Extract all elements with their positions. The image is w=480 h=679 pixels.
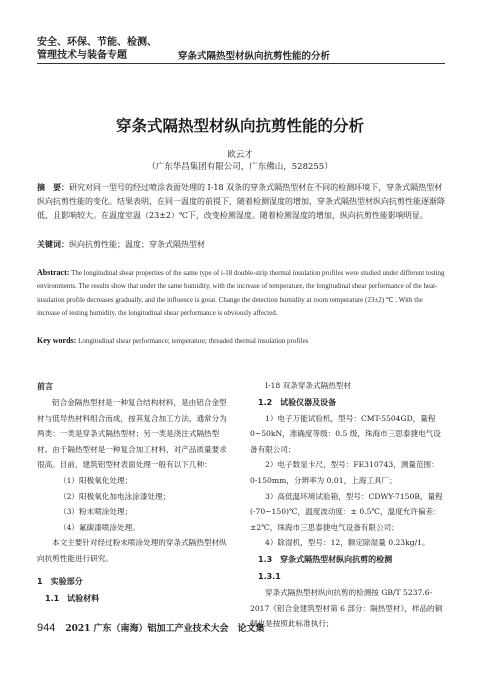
preface-paragraph-1: 铝合金隔热型材是一种复合结构材料，是由铝合金型材与低导热材料组合而成，按其复合加工方法，通常分为两类：一类是穿条式隔热型材；另一类是浇注式隔热型材。由于隔热型材是一种复合加工材料，对产品质量要求很高。目前，建筑铝型材表面处理一般有以下几种： [37, 398, 227, 470]
equipment-item: 3）高低温环境试验箱，型号：CDWY-7150B，量程(-70~150)℃，温度波动度：± 0.5℃，温度允许偏差：±2℃，珠海市三思泰捷电气设备有限公司； [250, 491, 443, 532]
paper-title: 穿条式隔热型材纵向抗剪性能的分析 [115, 116, 364, 135]
keywords-cn-label: 关键词： [37, 239, 69, 249]
section-1-heading: 1 实验部分 [37, 576, 83, 586]
list-item: （4）氟碳漆喷涂处理。 [59, 522, 140, 532]
section-1-3-heading: 1.3 穿条式隔热型材纵向抗剪的检测 [258, 554, 393, 564]
abstract-cn-text: 研究对同一型号的经过喷涂表面处理的 I-18 双条的穿条式隔热型材在不同的检测环境下，穿条式隔热型材纵向抗剪性能的变化。结果表明，在同一温度的前提下，随着检测湿度的增加，穿条式隔热型材纵向抗剪性能逐渐降低，且影响较大。在温度室温（23±2）℃下，改变检测湿度。随着检测湿度的增加，纵向抗剪性能影响明显。 [37, 183, 445, 220]
page-number: 944 [37, 622, 56, 634]
equipment-item: 2）电子数显卡尺，型号：FE310743，测量范围：0-150mm，分辨率为 0.01，上海工具厂； [250, 460, 439, 485]
affiliation: （广东华昌集团有限公司，广东佛山，528255） [147, 162, 333, 172]
abstract-cn [37, 180, 445, 223]
header-label-line2: 管理技术与装备专题 [37, 50, 127, 61]
running-title: 穿条式隔热型材纵向抗剪性能的分析 [178, 51, 331, 62]
left-column [37, 378, 232, 607]
author: 欧云才 [227, 150, 253, 160]
list-item: （3）粉末喷涂处理； [59, 507, 133, 517]
header-section-label [37, 36, 157, 62]
section-1-3-1-paragraph: 穿条式隔热型材纵向抗剪的检测按 GB/T 5237.6-2017《铝合金建筑型材第 6 部分：隔热型材》，样品的铜制也是按照此标准执行； [250, 587, 443, 629]
keywords-cn [37, 237, 445, 252]
equipment-item: 4）除湿机，型号：12，额定除湿量 0.23kg/1。 [265, 538, 430, 548]
section-1-2-heading: 1.2 试验仪器及设备 [258, 397, 337, 407]
abstract-en-text: The longitudinal shear properties of the same type of i-18 double-strip thermal insulation profiles were studied under different testing environments. The results show that under the same humidity, with the increase of temperature, the longitudinal shear performance of the heat-insulation profile decreases gradually, and the influence is great. Change the detection humidity at room temperature (23±2) ℃ . With the increase of testing humidity, the longitudinal shear performance is obviously affected. [37, 269, 445, 318]
conference-name: 2021 广东（南海）铝加工产业技术大会 论文集 [65, 624, 265, 634]
material-line: I-18 双条穿条式隔热型材 [265, 381, 351, 390]
keywords-en-label: Key words: [37, 336, 77, 345]
equipment-item: 1）电子万能试验机，型号：CMT-5504GD，量程 0~50kN，准确度等级：0.5 级，珠海市三思泰捷电气设备有限公司； [250, 413, 441, 454]
abstract-cn-label: 摘 要： [37, 182, 69, 192]
abstract-en [37, 266, 445, 321]
page-footer [37, 621, 265, 634]
preface-paragraph-2: 本文主要针对经过粉末喷涂处理的穿条式隔热型材纵向抗剪性能进行研究。 [37, 538, 227, 563]
preface-heading: 前言 [37, 382, 53, 391]
header-label-line1: 安全、环保、节能、检测、 [37, 37, 157, 48]
abstract-en-label: Abstract: [37, 268, 70, 277]
keywords-cn-text: 纵向抗剪性能；温度；穿条式隔热型材 [69, 240, 205, 249]
list-item: （1）阳极氧化处理； [59, 475, 133, 485]
section-1-1-heading: 1.1 试验材料 [45, 593, 100, 603]
keywords-en [37, 334, 445, 348]
section-1-3-1-heading: 1.3.1 [258, 571, 281, 581]
keywords-en-text: Longitudinal shear performance; temperature; threaded thermal insulation profiles [78, 337, 309, 345]
header-rule [37, 63, 445, 64]
list-item: （2）阳极氧化加电泳涂漆处理； [59, 491, 171, 501]
right-column [250, 378, 445, 632]
